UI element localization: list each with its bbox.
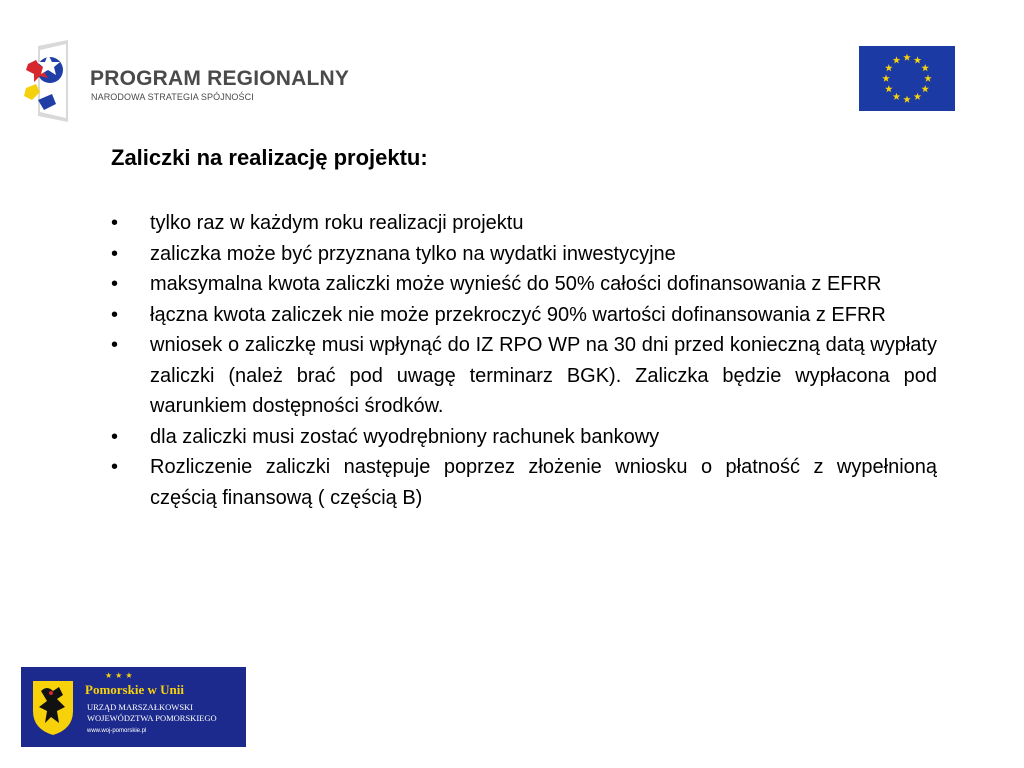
bullet-text: Rozliczenie zaliczki następuje poprzez złożenie wniosku o płatność z wypełnioną częścią finansową ( częścią B) xyxy=(150,456,937,509)
slide-title: Zaliczki na realizację projektu: xyxy=(111,145,428,170)
bullet-marker: • xyxy=(111,303,119,326)
badge-brand: Pomorskie w Unii xyxy=(85,682,184,697)
list-item xyxy=(111,208,937,239)
bullet-text: łączna kwota zaliczek nie może przekroczyć 90% wartości dofinansowania z EFRR xyxy=(150,303,886,326)
badge-office-line: WOJEWÓDZTWA POMORSKIEGO xyxy=(87,713,217,723)
program-subtitle: NARODOWA STRATEGIA SPÓJNOŚCI xyxy=(91,92,254,102)
program-regionalny-logo xyxy=(22,40,350,122)
bullet-text: dla zaliczki musi zostać wyodrębniony rachunek bankowy xyxy=(150,425,660,448)
bullet-marker: • xyxy=(111,456,119,478)
eu-flag-icon xyxy=(859,46,955,111)
pomorskie-w-unii-badge xyxy=(21,667,246,747)
bullet-marker: • xyxy=(111,212,119,234)
list-item xyxy=(111,422,937,453)
bullet-marker: • xyxy=(111,425,119,448)
program-title: PROGRAM REGIONALNY xyxy=(90,67,350,90)
bullet-list xyxy=(111,208,937,513)
bullet-text: wniosek o zaliczkę musi wpłynąć do IZ RPO WP na 30 dni przed konieczną datą wypłaty zaliczki (należ brać pod uwagę terminarz BGK). Zaliczka będzie wypłacona pod warunkiem dostępności środków. xyxy=(150,334,937,417)
griffin-crest-icon xyxy=(29,677,77,737)
list-item xyxy=(111,269,937,300)
badge-office xyxy=(87,702,217,724)
list-item xyxy=(111,300,937,331)
bullet-text: zaliczka może być przyznana tylko na wydatki inwestycyjne xyxy=(150,242,676,265)
bullet-marker: • xyxy=(111,273,119,295)
list-item xyxy=(111,239,937,270)
list-item xyxy=(111,452,937,513)
bullet-marker: • xyxy=(111,242,119,265)
badge-office-line: URZĄD MARSZAŁKOWSKI xyxy=(87,702,194,712)
bullet-text: maksymalna kwota zaliczki może wynieść do 50% całości dofinansowania z EFRR xyxy=(150,273,882,295)
program-regionalny-icon xyxy=(22,40,72,122)
bullet-text: tylko raz w każdym roku realizacji projektu xyxy=(150,212,524,234)
bullet-marker: • xyxy=(111,334,119,356)
list-item xyxy=(111,330,937,422)
badge-url: www.woj-pomorskie.pl xyxy=(87,728,147,734)
badge-stars: ★★★ xyxy=(105,671,136,680)
